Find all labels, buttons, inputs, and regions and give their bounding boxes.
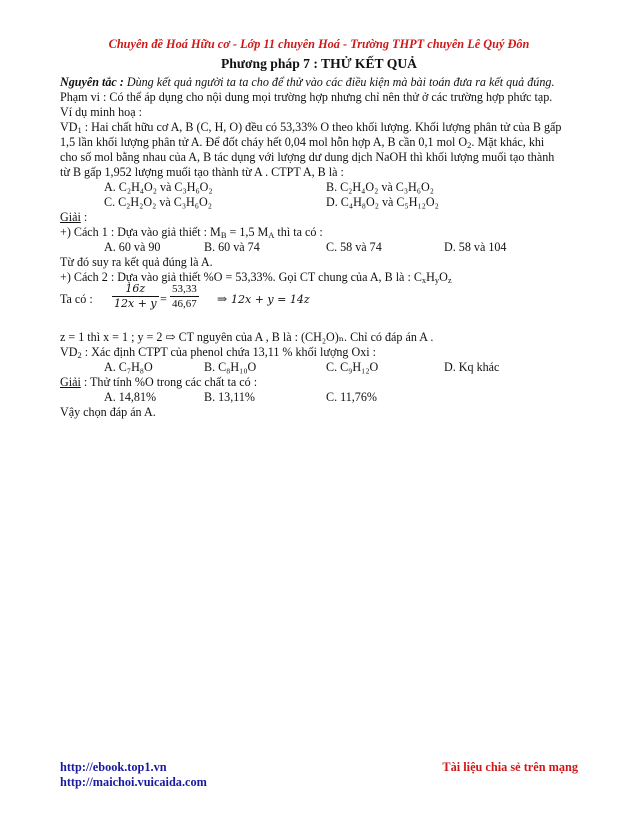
page-header: Chuyên đề Hoá Hữu cơ - Lớp 11 chuyên Hoá - Trường THPT chuyên Lê Quý Đôn: [108, 37, 530, 51]
page-title: Phương pháp 7 : THỬ KẾT QUẢ: [221, 56, 417, 71]
equation-result: 12x + y = 14z: [231, 293, 310, 306]
vd1-option-b: B. C₂H₄O₂ và C₃H₆O₂: [326, 180, 434, 194]
method1-option-c: C. 58 và 74: [326, 240, 382, 254]
vd1-option-d: D. C₄H₈O₂ và C₅H₁₂O₂: [326, 195, 439, 209]
rule-text: Dùng kết quả người ta ta cho để thử vào các điều kiện mà bài toán đưa ra kết quả đúng.: [123, 75, 555, 89]
example-intro: Ví dụ minh hoạ :: [60, 105, 142, 119]
method1-option-b: B. 60 và 74: [204, 240, 260, 254]
solution2-option-c: C. 11,76%: [326, 390, 377, 404]
vd2-option-c: C. C₉H₁₂O: [326, 360, 379, 374]
vd2-option-a: A. C₇H₈O: [104, 360, 153, 374]
method2-line: +) Cách 2 : Dựa vào giả thiết %O = 53,33%. Gọi CT chung của A, B là : $C_xH_yO_z$: [60, 270, 452, 285]
vd2-option-b: B. C₈H₁₀O: [204, 360, 257, 374]
final-line: Vậy chọn đáp án A.: [60, 405, 156, 419]
equation-lead: Ta có :: [60, 292, 93, 306]
equation-block: [60, 282, 582, 318]
footer-link-maichoi[interactable]: http://maichoi.vuicaida.com: [60, 775, 207, 789]
solution2-option-b: B. 13,11%: [204, 390, 255, 404]
rule-paragraph: [60, 75, 582, 90]
scope-line: Phạm vi : Có thể áp dụng cho nội dung mọi trường hợp nhưng chỉ nên thử ở các trường hợp phức tạp.: [60, 90, 553, 104]
vd1-line4: từ B gấp 1,952 lượng muối tạo thành từ A . CTPT A, B là :: [60, 165, 344, 179]
rule-label: Nguyên tắc :: [60, 75, 124, 89]
footer-note: Tài liệu chia sẻ trên mạng: [442, 760, 578, 774]
vd1-option-a: A. C₂H₄O₂ và C₃H₆O₂: [104, 180, 213, 194]
fraction-2: $\frac{53,33}{46,67}$: [172, 283, 197, 310]
vd1-line3: cho số mol bằng nhau của A, B tác dụng với lượng dư dung dịch NaOH thì khối lượng muối tạo thành: [60, 150, 555, 164]
vd1-line2: 1,5 lần khối lượng phân tử A. Để đốt cháy hết 0,04 mol hỗn hợp A, B cần 0,1 mol $O_2$. Mặt khác, khi: [60, 135, 545, 150]
vd2-line: $VD_2$ : Xác định CTPT của phenol chứa 13,11 % khối lượng Oxi :: [60, 345, 376, 360]
deduce-line: Từ đó suy ra kết quả đúng là A.: [60, 255, 213, 269]
conclusion-line: z = 1 thì x = 1 ; y = 2 ⇨ CT nguyên của A , B là : (CH₂O)ₙ. Chỉ có đáp án A .: [60, 330, 434, 344]
vd1-option-c: C. C₂H₂O₂ và C₃H₆O₂: [104, 195, 212, 209]
solution2-line: Giải : Thử tính %O trong các chất ta có :: [60, 375, 258, 389]
vd2-option-d: D. Kq khác: [444, 360, 500, 374]
method1-line: +) Cách 1 : Dựa vào giả thiết : $M_B = 1,5$ $M_A$ thì ta có :: [60, 225, 323, 240]
solution2-option-a: A. 14,81%: [104, 390, 157, 404]
implies-arrow: ⇒: [217, 292, 228, 306]
fraction-1: $\frac{16z}{12x + y}$: [114, 282, 157, 310]
vd1-line1: $VD_1$ : Hai chất hữu cơ A, B (C, H, O) đều có 53,33% O theo khối lượng. Khối lượng phân tử của B gấp: [60, 120, 562, 135]
equals-sign: =: [160, 292, 167, 306]
solution-heading: Giải :: [60, 210, 88, 224]
method1-option-d: D. 58 và 104: [444, 240, 507, 254]
method1-option-a: A. 60 và 90: [104, 240, 161, 254]
footer-link-ebook[interactable]: http://ebook.top1.vn: [60, 760, 167, 774]
